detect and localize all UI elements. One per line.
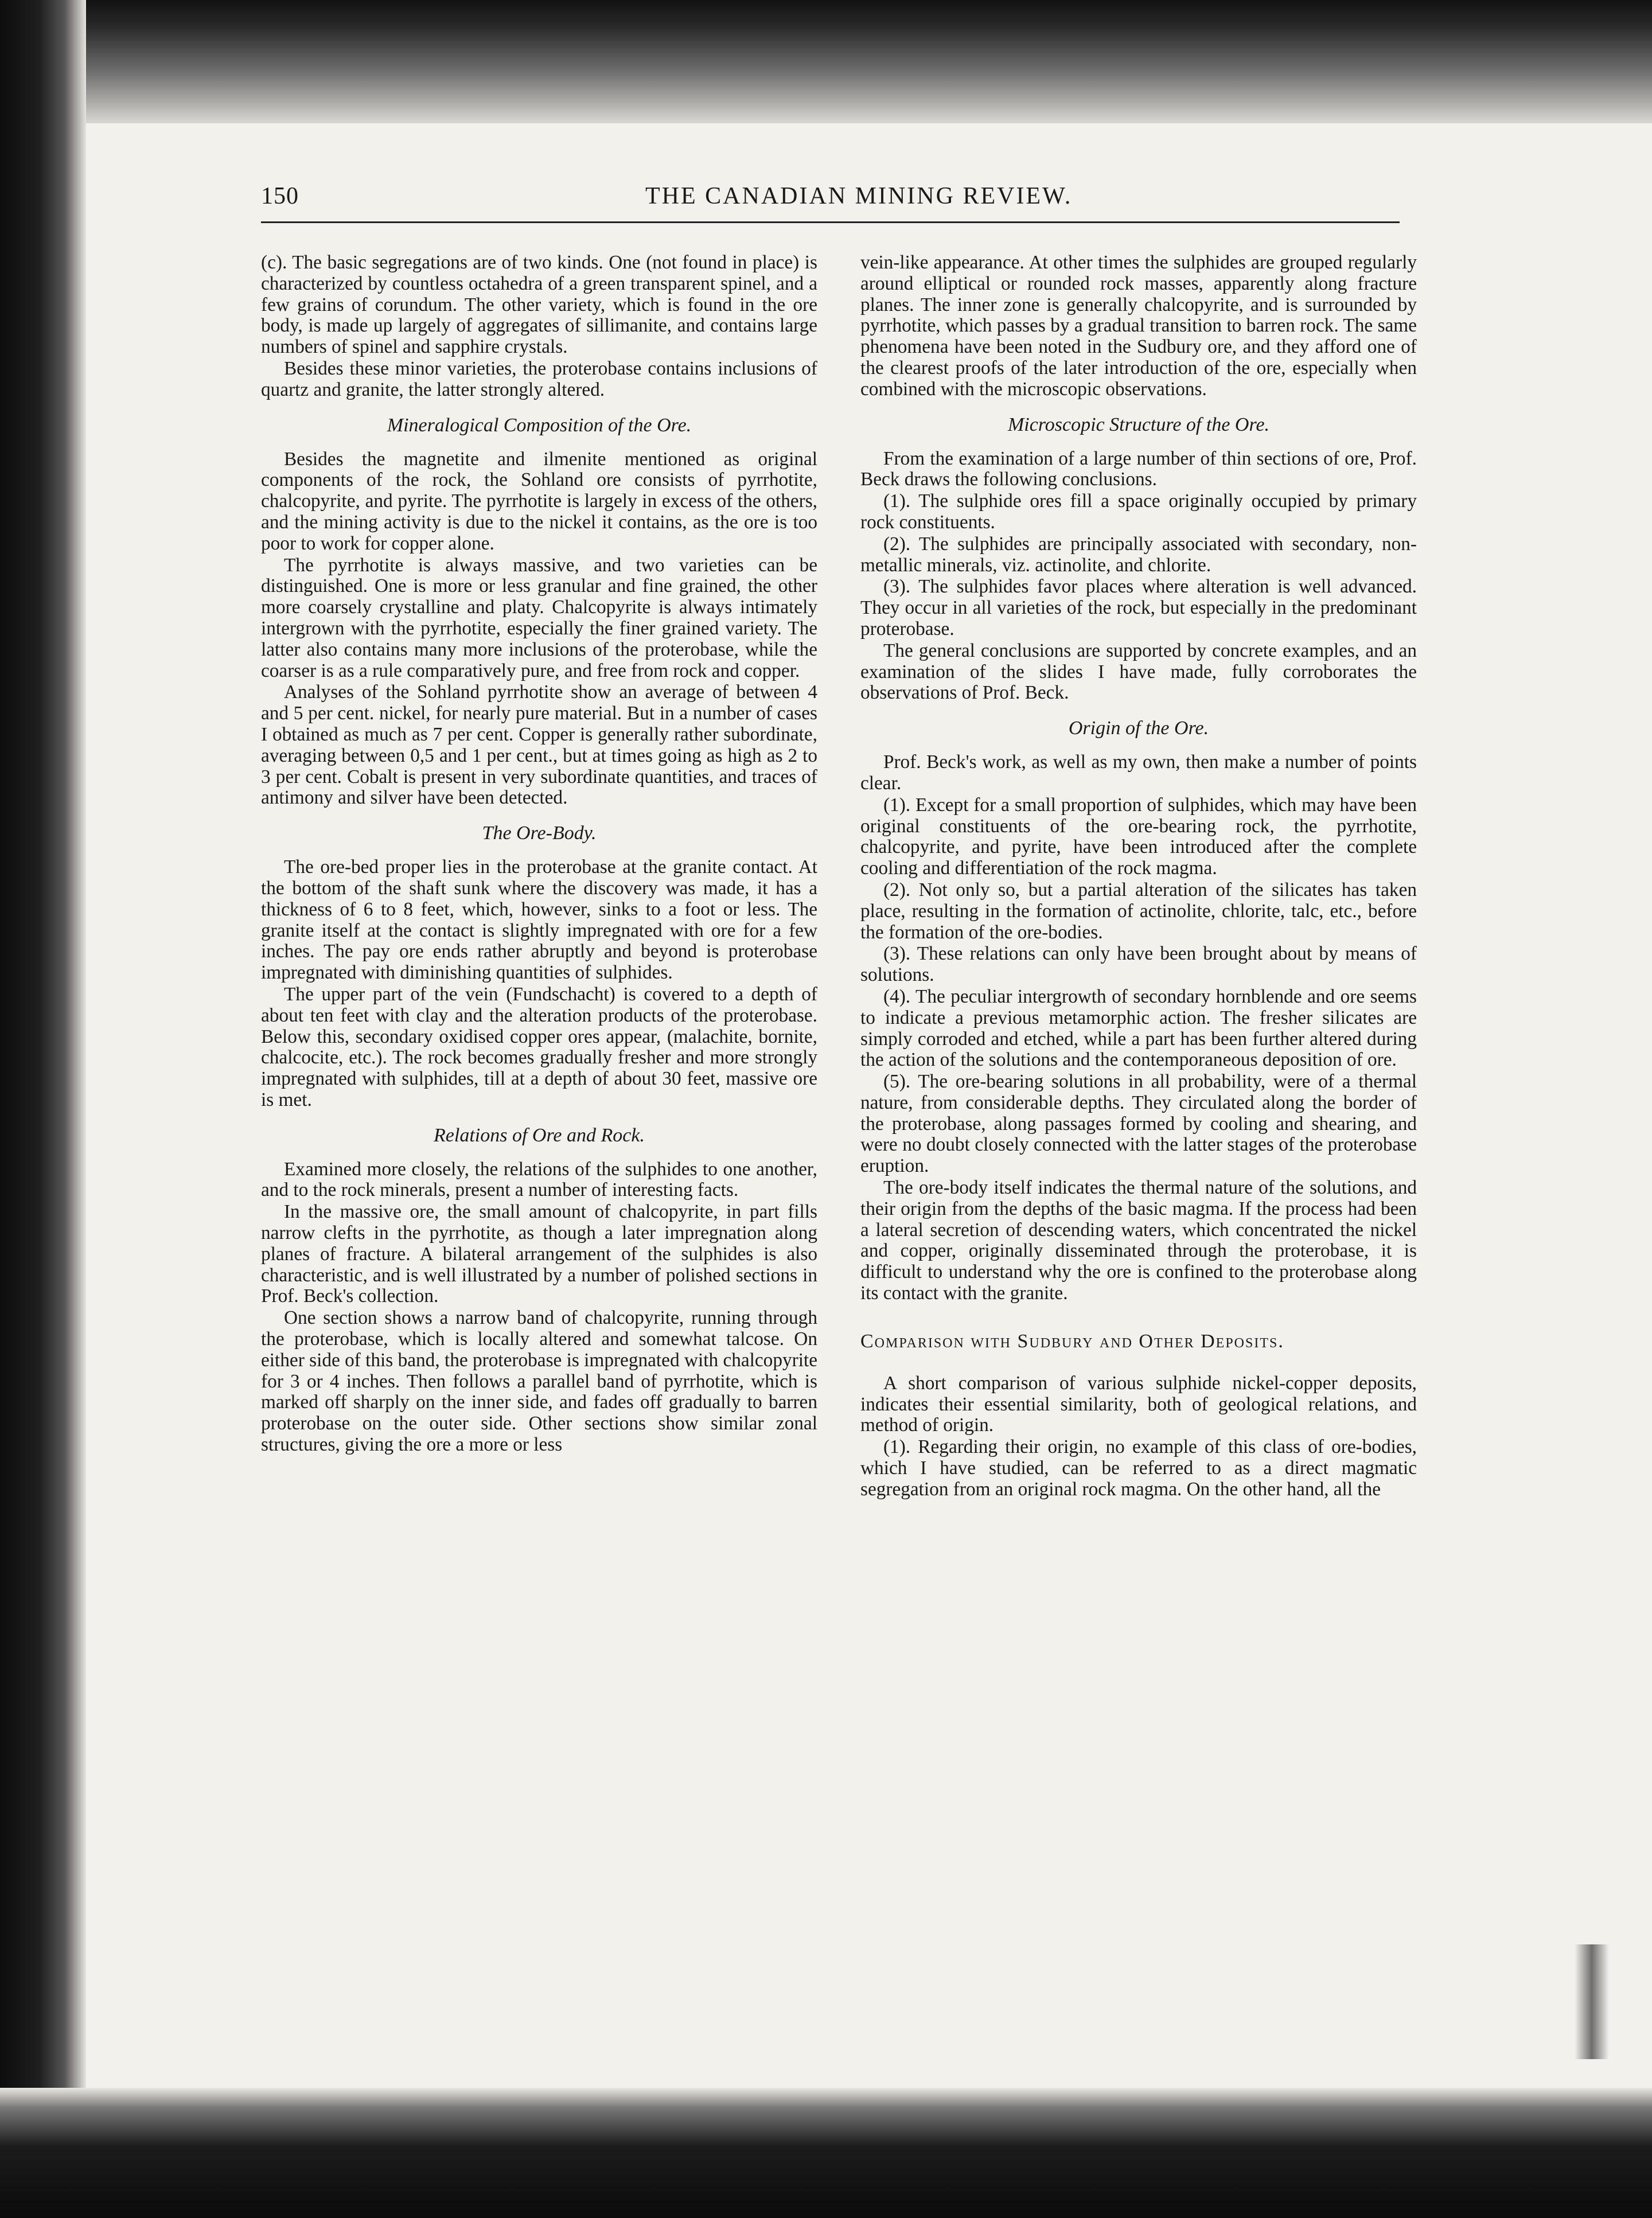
journal-title: THE CANADIAN MINING REVIEW. xyxy=(645,183,1073,209)
left-column xyxy=(261,252,817,1456)
section-heading: The Ore-Body. xyxy=(482,823,597,844)
paragraph: (3). These relations can only have been brought about by means of solutions. xyxy=(860,943,1417,986)
paragraph: (3). The sulphides favor places where alteration is well advanced. They occur in all varieties of the rock, but especially in the predominant proterobase. xyxy=(860,576,1417,640)
paragraph: (5). The ore-bearing solutions in all probability, were of a thermal nature, from considerable depths. They circulated along the border of the proterobase, along passages formed by cooling and shearing, and were no doubt closely connected with the latter stages of the proterobase eruption. xyxy=(860,1071,1417,1177)
scan-mark-right xyxy=(1575,1944,1609,2059)
paragraph: The ore-bed proper lies in the proterobase at the granite contact. At the bottom of the shaft sunk where the discovery was made, it has a thickness of 6 to 8 feet, which, however, sinks to a foot or less. The granite itself at the contact is slightly impregnated with ore for a few inches. The pay ore ends rather abruptly and beyond is proterobase impregnated with diminishing quantities of sulphides. xyxy=(261,856,817,984)
paragraph: (1). Regarding their origin, no example of this class of ore-bodies, which I have studied, can be referred to as a direct magmatic segregation from an original rock magma. On the other hand, all the xyxy=(860,1436,1417,1500)
right-column xyxy=(860,252,1417,1501)
paragraph: (2). Not only so, but a partial alteration of the silicates has taken place, resulting in the formation of actinolite, chlorite, talc, etc., before the formation of the ore-bodies. xyxy=(860,879,1417,943)
section-heading: Microscopic Structure of the Ore. xyxy=(1007,414,1270,435)
paragraph: Besides the magnetite and ilmenite mentioned as original components of the rock, the Sohland ore consists of pyrrhotite, chalcopyrite, and pyrite. The pyrrhotite is largely in excess of the others, and the mining activity is due to the nickel it contains, as the ore is too poor to work for copper alone. xyxy=(261,448,817,554)
scan-edge-bottom xyxy=(0,2088,1652,2218)
scan-edge-top xyxy=(0,0,1652,123)
paragraph: (1). The sulphide ores fill a space originally occupied by primary rock constituents. xyxy=(860,490,1417,533)
running-header xyxy=(261,182,1397,215)
paragraph: The pyrrhotite is always massive, and two varieties can be distinguished. One is more or less granular and fine grained, the other more coarsely crystalline and platy. Chalcopyrite is always intimately intergrown with the pyrrhotite, especially the finer grained variety. The latter also contains many more inclusions of the proterobase, while the coarser is as a rule comparatively pure, and free from rock and copper. xyxy=(261,554,817,681)
paragraph: From the examination of a large number of thin sections of ore, Prof. Beck draws the following conclusions. xyxy=(860,447,1417,490)
paragraph: (1). Except for a small proportion of sulphides, which may have been original constituents of the ore-bearing rock, the pyrrhotite, chalcopyrite, and pyrite, have been introduced after the complete cooling and differentiation of the rock magma. xyxy=(860,794,1417,879)
paragraph: Besides these minor varieties, the proterobase contains inclusions of quartz and granite, the latter strongly altered. xyxy=(261,357,817,400)
paragraph: One section shows a narrow band of chalcopyrite, running through the proterobase, which is locally altered and somewhat talcose. On either side of this band, the proterobase is impregnated with chalcopyrite for 3 or 4 inches. Then follows a parallel band of pyrrhotite, which is marked off sharply on the inner side, and fades off gradually to barren proterobase on the outer side. Other sections show similar zonal structures, giving the ore a more or less xyxy=(261,1307,817,1456)
paragraph: The general conclusions are supported by concrete examples, and an examination of the slides I have made, fully corroborates the observations of Prof. Beck. xyxy=(860,640,1417,704)
paragraph: (4). The peculiar intergrowth of secondary hornblende and ore seems to indicate a previous metamorphic action. The fresher silicates are simply corroded and etched, while a part has been further altered during the action of the solutions and the contemporaneous deposition of ore. xyxy=(860,985,1417,1071)
section-heading: Relations of Ore and Rock. xyxy=(434,1124,645,1146)
paragraph: vein-like appearance. At other times the sulphides are grouped regularly around elliptical or rounded rock masses, apparently along fracture planes. The inner zone is generally chalcopyrite, and is surrounded by pyrrhotite, which passes by a gradual transition to barren rock. The same phenomena have been noted in the Sudbury ore, and they afford one of the clearest proofs of the later introduction of the ore, especially when combined with the microscopic observations. xyxy=(860,252,1417,400)
section-heading: Mineralogical Composition of the Ore. xyxy=(387,414,692,436)
paragraph: The ore-body itself indicates the thermal nature of the solutions, and their origin from the depths of the basic magma. If the process had been a lateral secretion of descending waters, which concentrated the nickel and copper, originally disseminated through the proterobase, it is difficult to understand why the ore is confined to the proterobase along its contact with the granite. xyxy=(860,1177,1417,1304)
paragraph: The upper part of the vein (Fundschacht) is covered to a depth of about ten feet with clay and the alteration products of the proterobase. Below this, secondary oxidised copper ores appear, (malachite, bornite, chalcocite, etc.). The rock becomes gradually fresher and more strongly impregnated with sulphides, till at a depth of about 30 feet, massive ore is met. xyxy=(261,983,817,1110)
paragraph: (2). The sulphides are principally associated with secondary, non-metallic minerals, viz. actinolite, and chlorite. xyxy=(860,533,1417,576)
scan-edge-left xyxy=(0,0,86,2218)
paragraph: Prof. Beck's work, as well as my own, then make a number of points clear. xyxy=(860,751,1417,794)
paragraph: (c). The basic segregations are of two kinds. One (not found in place) is characterized by countless octahedra of a green transparent spinel, and a few grains of corundum. The other variety, which is found in the ore body, is made up largely of aggregates of sillimanite, and contains large numbers of spinel and sapphire crystals. xyxy=(261,252,817,358)
paragraph: Examined more closely, the relations of the sulphides to one another, and to the rock minerals, present a number of interesting facts. xyxy=(261,1158,817,1201)
paragraph: In the massive ore, the small amount of chalcopyrite, in part fills narrow clefts in the pyrrhotite, as though a later impregnation along planes of fracture. A bilateral arrangement of the sulphides is also characteristic, and is well illustrated by a number of polished sections in Prof. Beck's collection. xyxy=(261,1201,817,1307)
page-number: 150 xyxy=(261,183,299,209)
paragraph: Analyses of the Sohland pyrrhotite show an average of between 4 and 5 per cent. nickel, for nearly pure material. But in a number of cases I obtained as much as 7 per cent. Copper is generally rather subordinate, averaging between 0,5 and 1 per cent., but at times going as high as 2 to 3 per cent. Cobalt is present in very subordinate quantities, and traces of antimony and silver have been detected. xyxy=(261,681,817,809)
header-rule xyxy=(261,221,1400,223)
paragraph: A short comparison of various sulphide nickel-copper deposits, indicates their essential similarity, both of geological relations, and method of origin. xyxy=(860,1372,1417,1436)
section-heading: Comparison with Sudbury and Other Deposits. xyxy=(860,1330,1284,1352)
section-heading: Origin of the Ore. xyxy=(1068,718,1209,739)
